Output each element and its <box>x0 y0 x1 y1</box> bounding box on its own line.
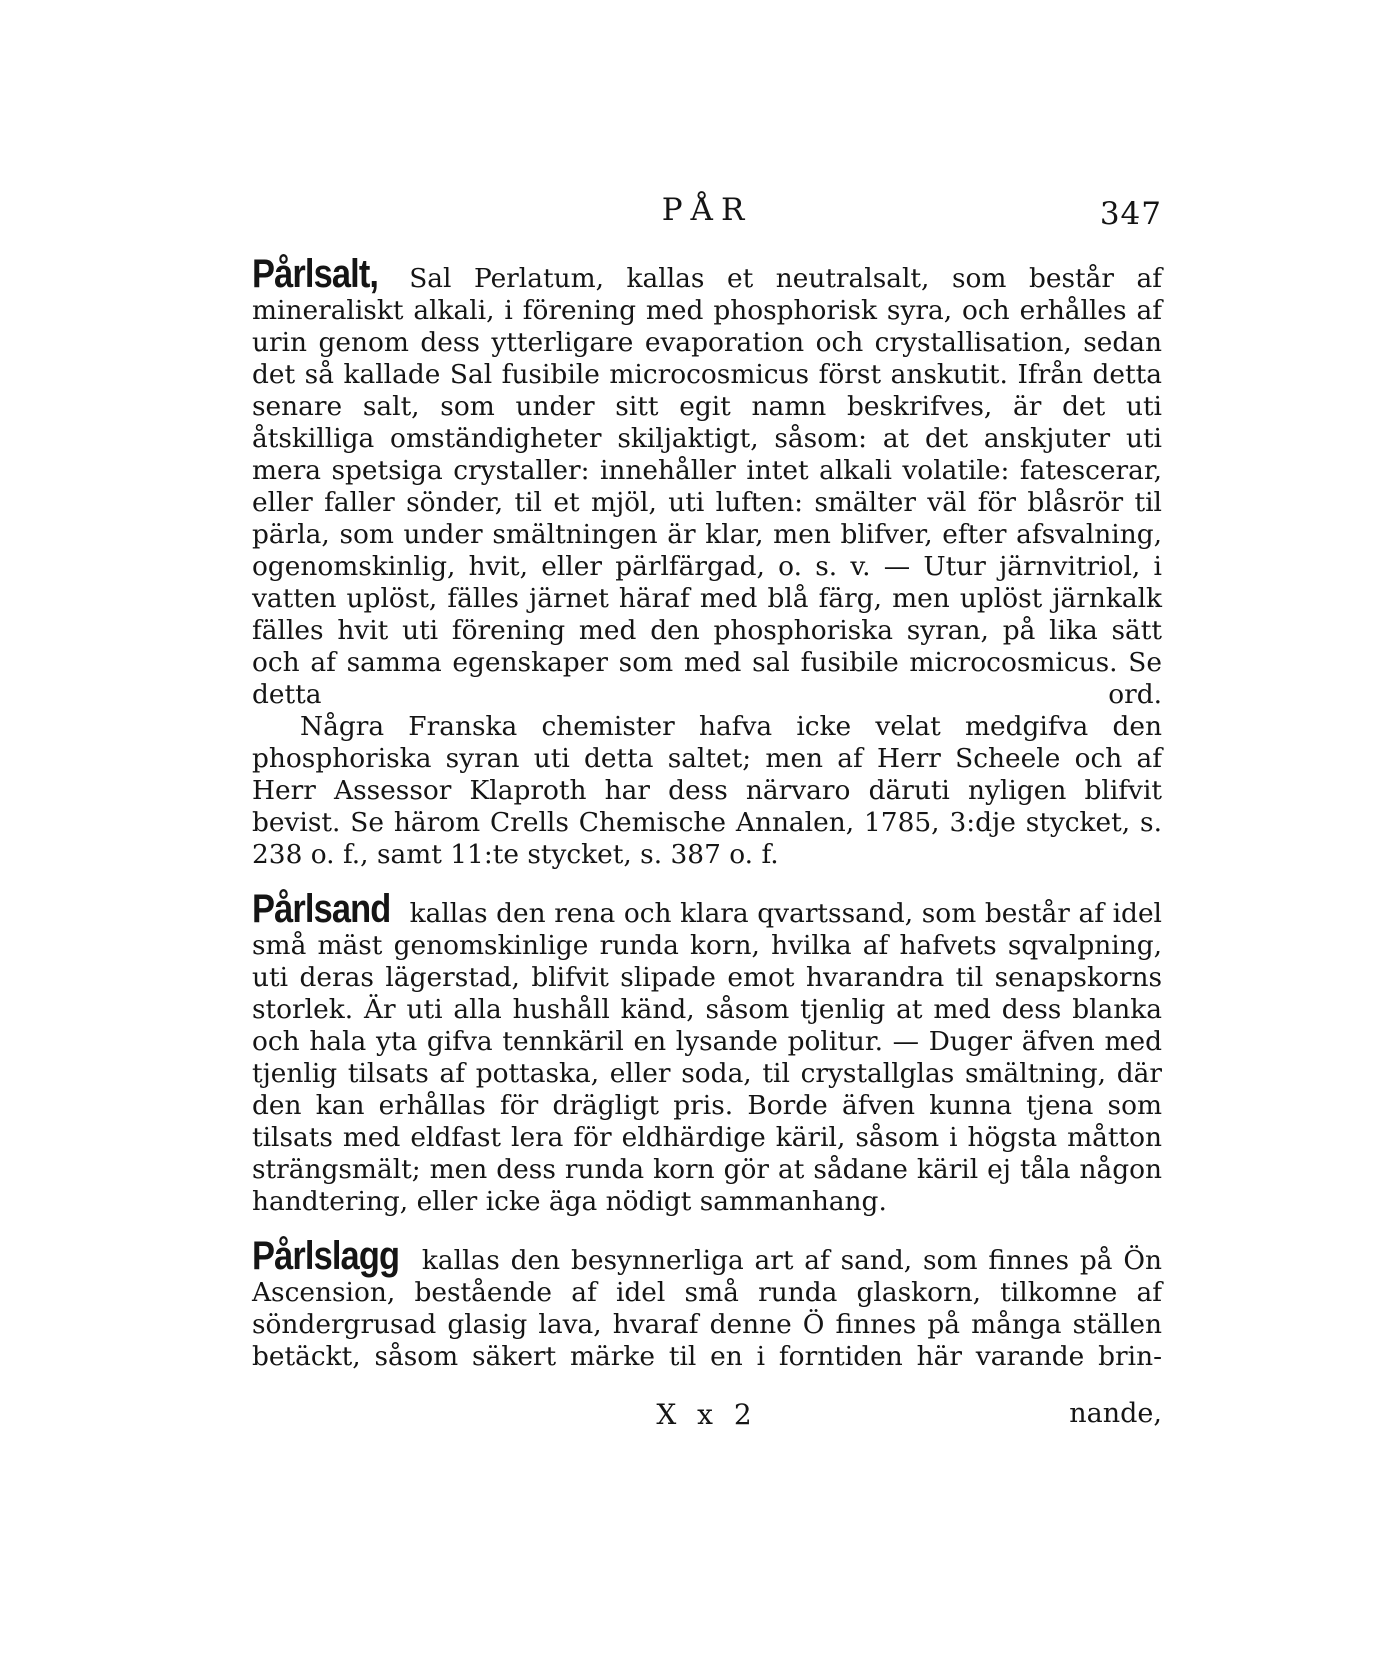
entry-paragraph <box>252 887 1162 1218</box>
entry-paragraph <box>252 1234 1163 1373</box>
page-body <box>252 252 1163 1373</box>
catchword: nande, <box>1069 1398 1162 1429</box>
signature-mark: X x 2 <box>656 1398 758 1431</box>
headword: Pårlsand <box>252 887 391 931</box>
entry-text: kallas den besynnerliga art af sand, som finnes på Ön Ascension, bestående af idel små runda glaskorn, tilkomne af söndergrusad glasig lava, hvaraf denne Ö finnes på många ställen betäckt, såsom säkert märke til en i forntiden här varande brin- <box>252 1245 1163 1372</box>
entry-text: Några Franska chemister hafva icke velat medgifva den phosphoriska syran uti detta saltet; men af Herr Scheele och af Herr Assessor Klaproth har dess närvaro däruti nyligen blifvit bevist. Se härom Crells Chemische Annalen, 1785, 3:dje stycket, s. 238 o. f., samt 11:te stycket, s. 387 o. f. <box>252 711 1162 870</box>
page-footer <box>252 1398 1162 1438</box>
headword: Pårlslagg <box>252 1234 400 1278</box>
entry-text: kallas den rena och klara qvartssand, som består af idel små mäst genomskinlige runda korn, hvilka af hafvets sqvalpning, uti deras lägerstad, blifvit slipade emot hvarandra til senapskorns storlek. Är uti alla hushåll känd, såsom tjenlig at med dess blanka och hala yta gifva tennkäril en lysande politur. — Duger äfven med tjenlig tilsats af pottaska, eller soda, til crystallglas smältning, där den kan erhållas för drägligt pris. Borde äfven kunna tjena som tilsats med eldfast lera för eldhärdige käril, såsom i högsta måtton strängsmält; men dess runda korn gör at sådane käril ej tåla någon handtering, eller icke äga nödigt sammanhang. <box>252 898 1162 1217</box>
entry-paragraph <box>252 711 1162 871</box>
page-number: 347 <box>1099 196 1162 232</box>
page-header <box>252 192 1162 240</box>
running-head: PÅR <box>661 192 753 228</box>
entry-parlslagg <box>252 1234 1163 1373</box>
entry-paragraph <box>252 252 1163 711</box>
entry-parlsalt <box>252 252 1163 871</box>
entry-text: Sal Perlatum, kallas et neutralsalt, som består af mineraliskt alkali, i förening med phosphorisk syra, och erhålles af urin genom dess ytterligare evaporation och crystallisation, sedan det så kallade Sal fusibile microcosmicus först anskutit. Ifrån detta senare salt, som under sitt egit namn beskrifves, är det uti åtskilliga omständigheter skiljaktigt, såsom: at det anskjuter uti mera spetsiga crystaller: innehåller intet alkali volatile: fatescerar, eller faller sönder, til et mjöl, uti luften: smälter väl för blåsrör til pärla, som under smältningen är klar, men blifver, efter afsvalning, ogenomskinlig, hvit, eller pärlfärgad, o. s. v. — Utur järnvitriol, i vatten uplöst, fälles järnet häraf med blå färg, men uplöst järnkalk fälles hvit uti förening med den phosphoriska syran, på lika sätt och af samma egenskaper som med sal fusibile microcosmicus. Se detta ord. <box>252 263 1163 710</box>
entry-parlsand <box>252 887 1162 1218</box>
headword: Pårlsalt, <box>252 252 379 296</box>
